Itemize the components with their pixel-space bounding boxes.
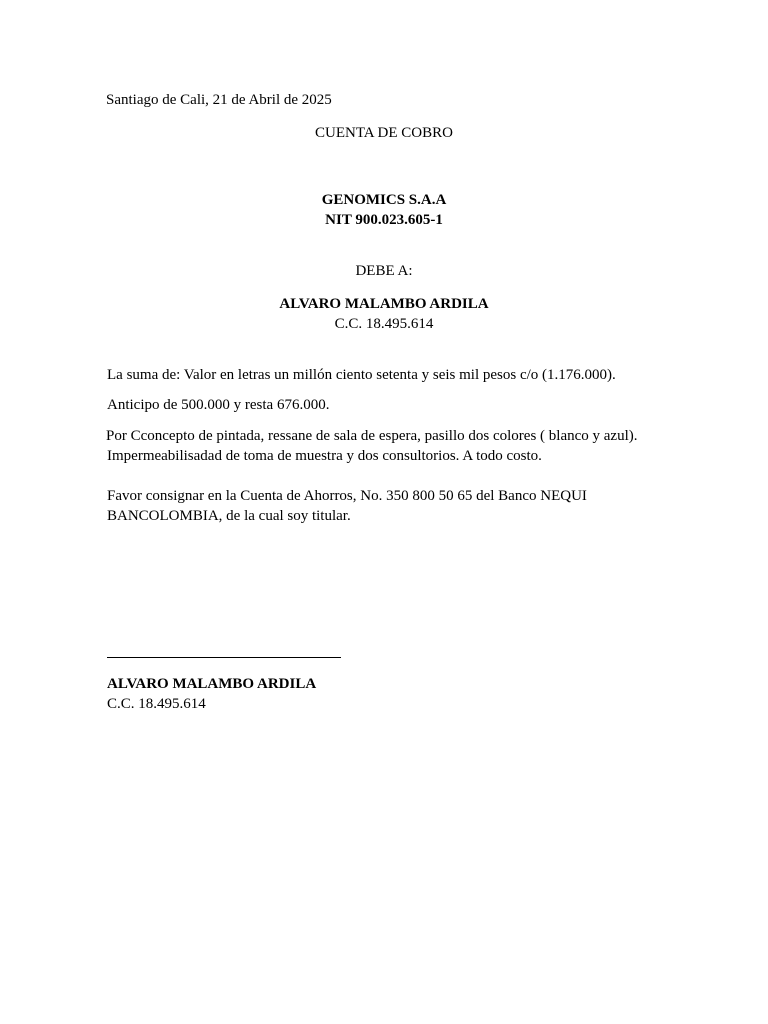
signature-name: ALVARO MALAMBO ARDILA [107,676,317,692]
owes-label: DEBE A: [355,263,413,279]
payment-line-1: Favor consignar en la Cuenta de Ahorros, No. 350 800 50 65 del Banco NEQUI [107,488,587,504]
amount-paragraph: La suma de: Valor en letras un millón ciento setenta y seis mil pesos c/o (1.176.000). [107,367,616,383]
debtor-nit: NIT 900.023.605-1 [325,212,443,228]
place-date: Santiago de Cali, 21 de Abril de 2025 [106,92,332,108]
creditor-name: ALVARO MALAMBO ARDILA [279,296,489,312]
concept-line-1: Por Cconcepto de pintada, ressane de sala de espera, pasillo dos colores ( blanco y azul). [106,428,638,444]
creditor-id: C.C. 18.495.614 [334,316,434,332]
advance-paragraph: Anticipo de 500.000 y resta 676.000. [107,397,330,413]
payment-line-2: BANCOLOMBIA, de la cual soy titular. [107,508,351,524]
document-title: CUENTA DE COBRO [315,125,453,141]
debtor-name: GENOMICS S.A.A [321,192,447,208]
signature-id: C.C. 18.495.614 [107,696,206,712]
concept-line-2: Impermeabilisadad de toma de muestra y dos consultorios. A todo costo. [107,448,542,464]
signature-line [107,657,341,658]
